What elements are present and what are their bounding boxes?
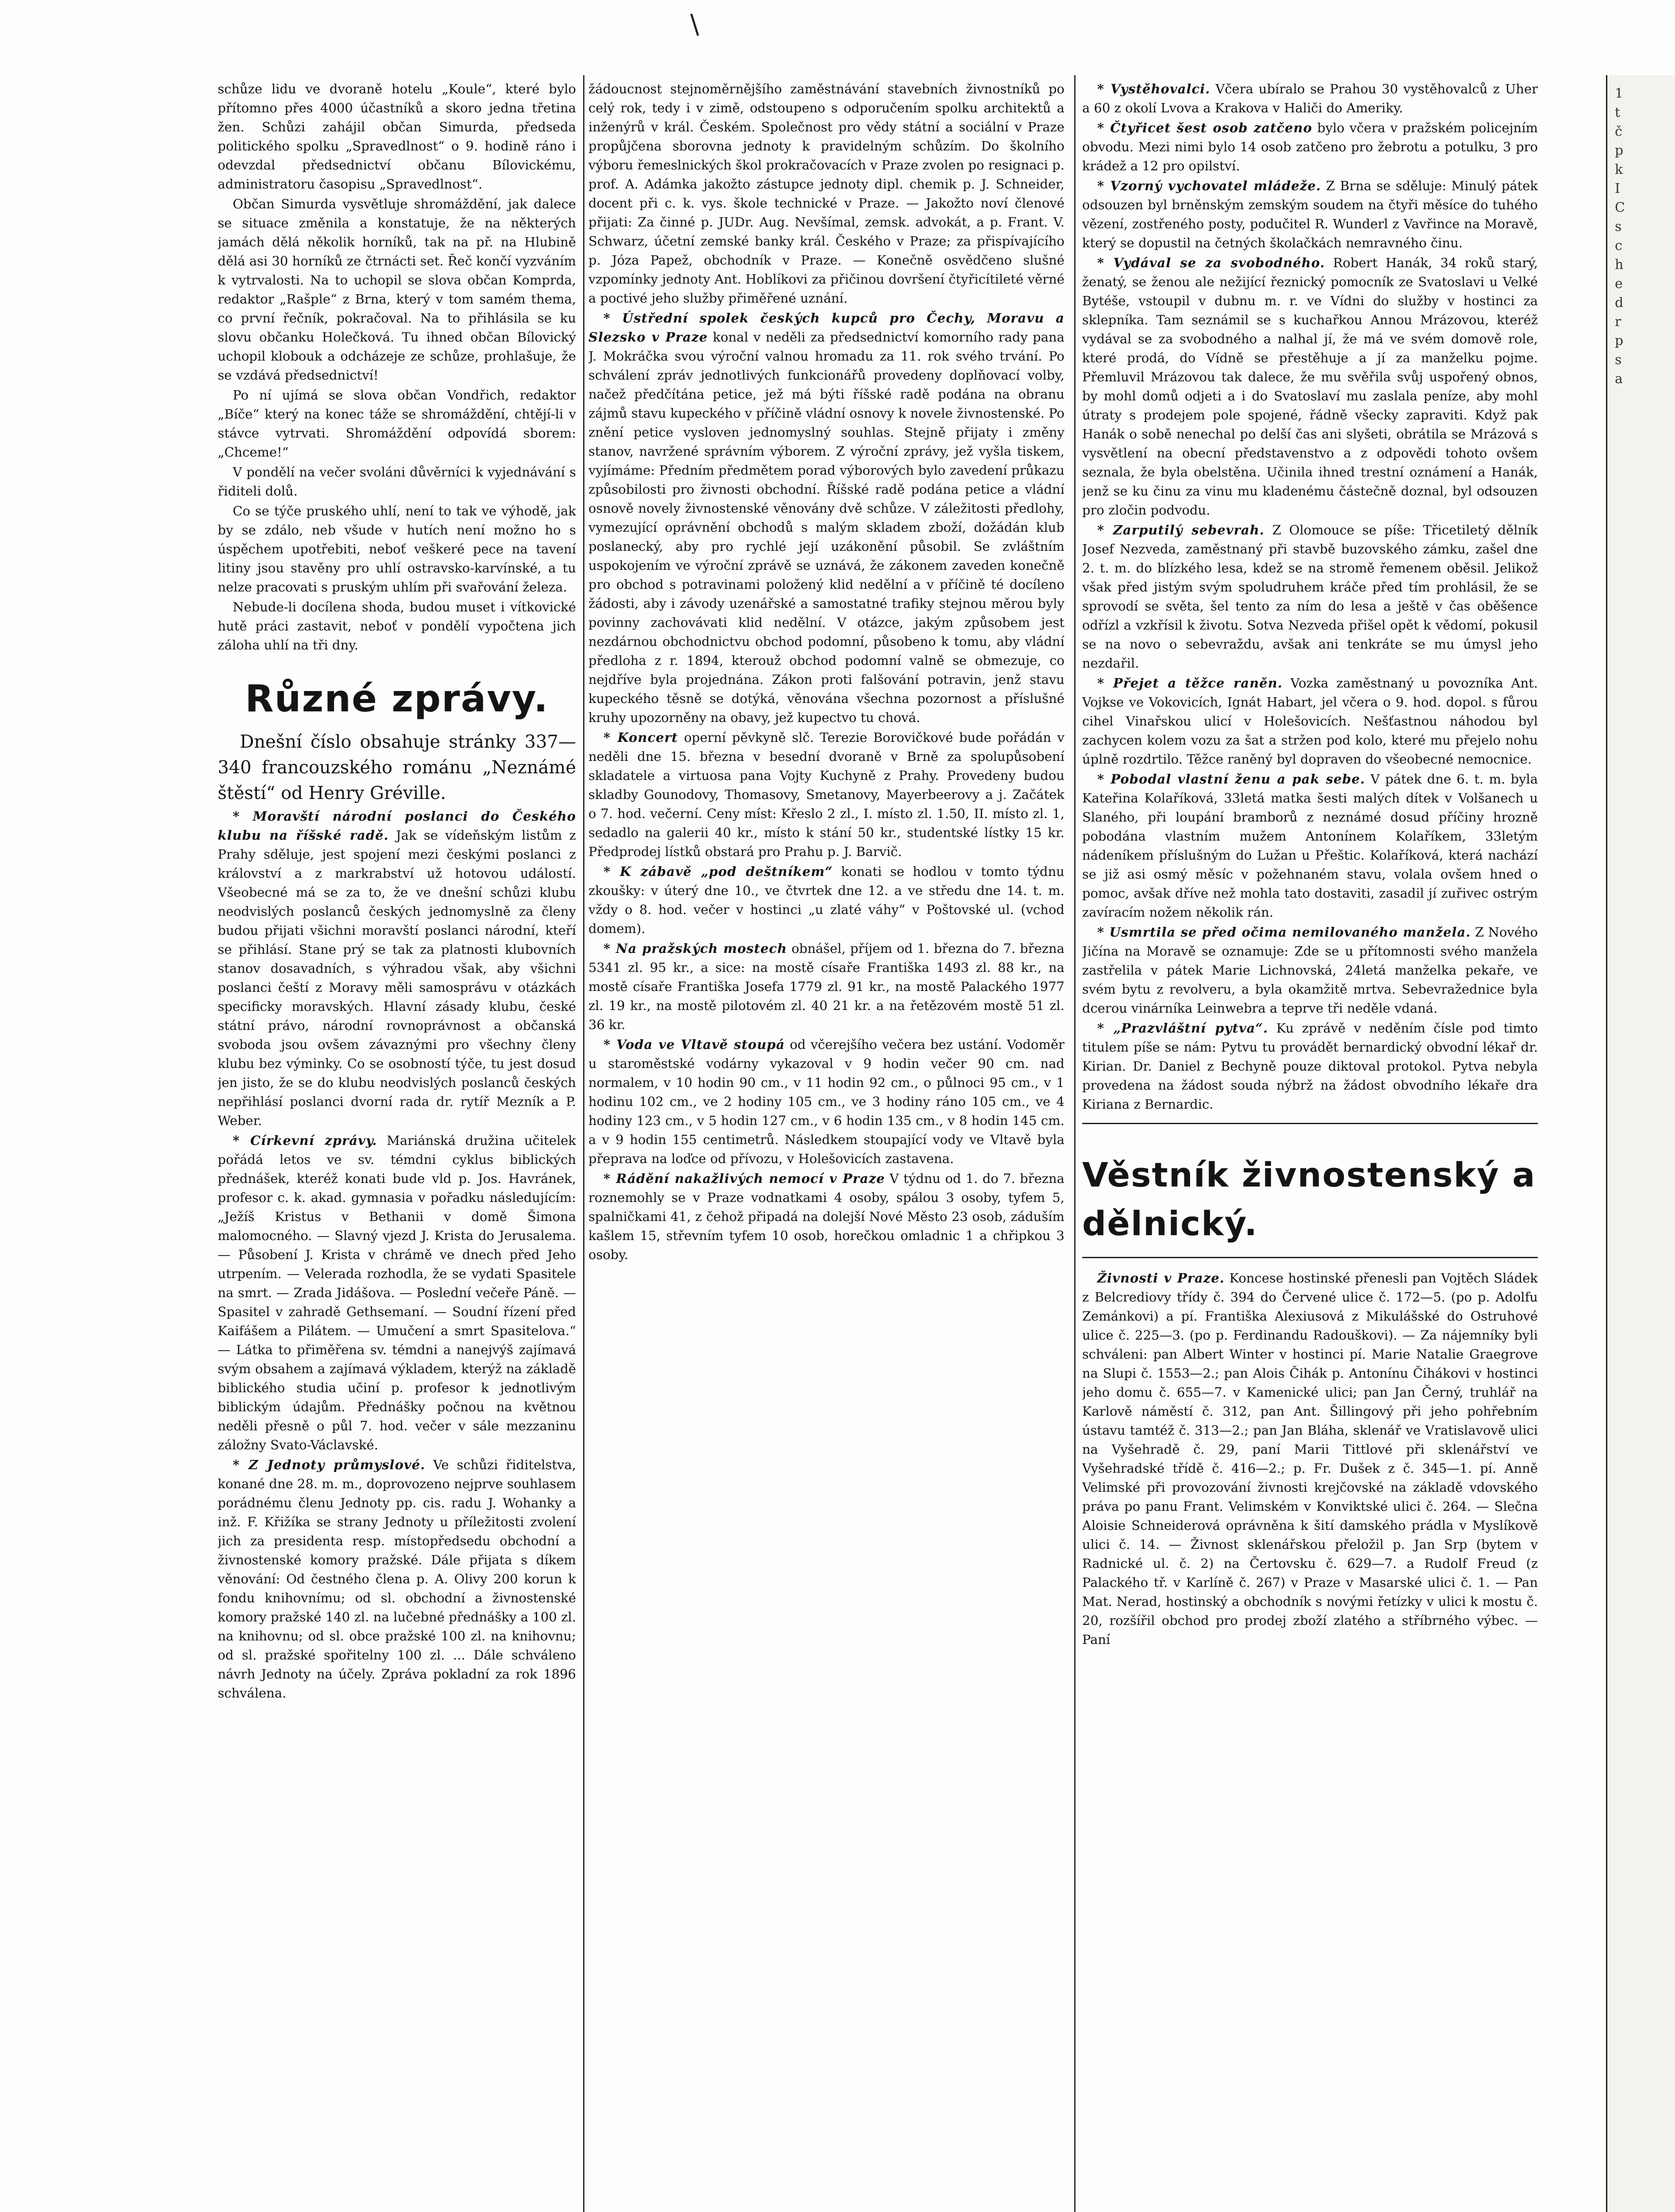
edge-fragment: p: [1615, 143, 1624, 158]
news-item-body: Mariánská družina učitelek pořádá letos ve sv. témdni cyklus biblických přednášek, kteréž konati bude vld p. Jos. Havránek, profesor c. k. akad. gymnasia v pořadku následujícím: „Ježíš Kristus v Bethanii v domě Šimona malomocného. — Slavný vjezd J. Krista do Jerusalema. — Působení J. Krista v chrámě ve dnech před Jeho utrpením. — Velerada rozhodla, že se vydati Spasitele na smrt. — Zrada Jidášova. — Poslední večeře Páně. — Spasitel v zahradě Gethsemaní. — Soudní řízení před Kaifášem a Pilátem. — Umučení a smrt Spasitelova.“ — Látka to přiměřena sv. témdni a nanejvýš zajímavá svým obsahem a zajímavá výkladem, kterýž na základě biblického studia učiní p. profesor k jednotlivým biblickým údajům. Přednášky počnou na květnou neděli přesně o půl 7. hod. večer v sále mezzaninu záložny Svato-Václavské.: [218, 1133, 576, 1452]
news-item-body: V pátek dne 6. t. m. byla Kateřina Kolaříková, 33letá matka šesti malých dítek v Volšanech u Slaného, při loupání bramborů z neznámé dosud příčiny hrozně pobodána vlastním mužem Antonínem Kolaříkem, 33letým nádeníkem příslušným do Lužan u Přeštic. Kolaříková, která nachází se již asi osmý měsíc v požehnaném stavu, volala ovšem hned o pomoc, avšak dříve než mohla tato dostaviti, zasadil jí zuřivec ostrým zavíracím nožem několik rán.: [1082, 772, 1538, 920]
column-1: [218, 80, 576, 2212]
scan-tick-mark: \: [690, 9, 699, 40]
section-divider: [1082, 1123, 1538, 1124]
news-item-heading: * Přejet a těžce raněn.: [1097, 676, 1283, 691]
news-item-body: Z Nového Jičína na Moravě se oznamuje: Zde se u přítomnosti svého manžela zastřelila v pátek Marie Lichnovská, 24letá manželka pekaře, ve svém bytu z revolveru, a byla okamžitě mrtva. Sebevražednice byla dcerou vinárníka Leinwebra a teprve tři neděle vdaná.: [1082, 925, 1538, 1016]
news-item: [218, 1455, 576, 1703]
column-3: [1082, 80, 1538, 2212]
news-item-heading: * Vydával se za svobodného.: [1097, 255, 1325, 270]
column-1-paragraph: V pondělí na večer svoláni důvěrníci k vyjednávání s řiditeli dolů.: [218, 465, 576, 499]
news-item: [1082, 770, 1538, 922]
news-item-body: V týdnu od 1. do 7. března roznemohly se v Praze vodnatkami 4 osoby, spálou 3 osoby, tyfem 5, spalničkami 41, z čehož připadá na dolejší Nové Město 23 osob, záduším kašlem 15, střevním tyfem 10 osob, horečkou omladnic 1 a chřipkou 3 osoby.: [588, 1171, 1064, 1262]
news-item-heading: * „Prazvláštní pytva“.: [1097, 1021, 1268, 1036]
news-item: [218, 1131, 576, 1455]
edge-fragment: k: [1615, 162, 1623, 177]
news-item-heading: * Moravští národní poslanci do Českého klubu na říšské radě.: [218, 809, 576, 843]
edge-fragment: č: [1615, 124, 1622, 139]
adjacent-page-edge: [1606, 75, 1675, 2212]
trade-item-body: Koncese hostinské přenesli pan Vojtěch Sládek z Belcrediovy třídy č. 394 do Červené ulice č. 172—5. (po p. Adolfu Zemánkovi) a pí. Františka Alexiusová z Mikulášské do Ostruhové ulice č. 225—3. (po p. Ferdinandu Radouškovi). — Za nájemníky byli schváleni: pan Albert Winter v hostinci pí. Marie Natalie Graegrove na Slupi č. 1553—2.; pan Alois Čihák p. Antonínu Čihákovi v hostinci jeho domu č. 655—7. v Kamenické ulici; pan Jan Černý, truhlář na Karlově náměstí č. 312, pan Ant. Šillingový při jeho pohřebním ústavu tamtéž č. 313—2.; pan Jan Bláha, sklenář ve Vratislavově ulici na Vyšehradě č. 29, paní Marii Tittlové při sklenářství ve Vyšehradské třídě č. 416—2.; p. Fr. Dušek z č. 345—1. pí. Anně Velimské při provozování živnosti krejčovské na základě vdovského práva po panu Frant. Velimském v Konviktské ulici č. 264. — Slečna Aloisie Schneiderová oprávněna k šití damského prádla v Myslíkově ulici č. 14. — Živnost sklenářskou přeložil p. Jan Srp (bytem v Radnické ul. č. 2) na Čertovsku č. 629—7. a Rudolf Freud (z Palackého tř. v Karlíně č. 267) v Praze v Masarské ulici č. 1. — Pan Mat. Nerad, hostinský a obchodník s novými řetízky v ulici k mostu č. 20, rozšířil obchod pro prodej zboží zlatého a stříbrného výbec. — Paní: [1082, 1271, 1538, 1647]
news-item: [1082, 80, 1538, 118]
news-item-heading: * Voda ve Vltavě stoupá: [603, 1037, 785, 1052]
issue-intro: Dnešní číslo obsahuje stránky 337—340 francouzského románu „Neznámé štěstí“ od Henry Gréville.: [218, 732, 576, 803]
news-item-heading: * Čtyřicet šest osob zatčeno: [1097, 120, 1312, 135]
column-2: [588, 80, 1064, 2212]
edge-fragment: t: [1615, 105, 1621, 120]
news-item-body: žádoucnost stejnoměrnějšího zaměstnávání stavebních živnostníků po celý rok, tedy i v zimě, odstoupeno s odporučením spolku architektů a inženýrů v král. Českém. Společnost pro vědy státní a sociální v Praze propůjčena sborovna jednoty k pravidelným schůzím. Do školního výboru řemeslnických škol prokračovacích v Praze zvolen po resignaci p. prof. A. Adámka jakožto zástupce jednoty dipl. chemik p. J. Schneider, docent při c. k. vys. škole technické v Praze. — Jakožto noví členové přijati: Za činné p. JUDr. Aug. Nevšímal, zemsk. advokát, a p. Frant. V. Schwarz, účetní zemské banky král. Českého v Praze; za přispívajícího p. Józa Papež, obchodník v Praze. — Konečně osvědčeno slušné vzpomínky jednoty Ant. Hoblíkovi za přičinou dovršení čtyřicítileté věrné a poctivé jeho služby přiměřené uznání.: [588, 81, 1064, 306]
news-item-body: konal v neděli za předsednictví komorního rady pana J. Mokráčka svou výroční valnou hromadu za 11. rok svého trvání. Po schválení zpráv jednotlivých funkcionářů provedeny doplňovací volby, načež předčítána petice, jež má býti říšské radě podána na obranu zájmů stavu kupeckého v příčině vládní osnovy k novele živnostenské. Po znění petice vysloven jednomyslný souhlas. Stejně přijaty i změny stanov, navržené správním výborem. Z výroční zprávy, jež vyšla tiskem, vyjímáme: Předním předmětem porad výborových bylo zavedení průkazu způsobilosti pro živnosti obchodní. Říšské radě podána petice a vládní osnově novely živnostenské věnovány dvě schůze. V záležitosti předlohy, vymezující oprávnění obchodů s malým skladem zboží, dožádán klub poslanecký, aby pro rychlé její uzákonění působil. Se zvláštním uspokojením ve výroční zprávě se uznává, že zákonem zaveden konečně pro obchod s potravinami položený klid nedělní a v příčině té docíleno žádosti, aby i závody uzenářské a samostatné trafiky stejnou měrou byly povinny zachovávati klid nedělní. V otázce, jakým způsobem jest nezdárnou obchodnictvu obchod podomní, působeno k tomu, aby vládní předloha z r. 1894, kterouž obchod podomní valně se obmezuje, co nejdříve byla projednána. Zákon proti falšování potravin, jenž stavu kupeckého těsně se dotýká, věnována všechna pozornost a příslušné kruhy upozorněny na obavy, jež kupectvo tu chová.: [588, 330, 1064, 725]
news-item: [588, 80, 1064, 308]
news-item: [588, 939, 1064, 1034]
news-item-body: bylo včera v pražském policejním obvodu. Mezi nimi bylo 14 osob zatčeno pro žebrotu a potulku, 3 pro krádež a 12 pro opilství.: [1082, 120, 1538, 173]
news-item-body: obnášel, příjem od 1. března do 7. března 5341 zl. 95 kr., a sice: na mostě císaře Františka 1493 zl. 88 kr., na mostě císaře Františka Josefa 1779 zl. 91 kr., na mostě Palackého 1977 zl. 19 kr., na mostě pilotovém zl. 40 21 kr. a na řetězovém mostě 51 zl. 36 kr.: [588, 941, 1064, 1032]
edge-fragment: a: [1615, 371, 1623, 387]
edge-fragment: d: [1615, 295, 1624, 311]
news-item: [588, 1035, 1064, 1168]
news-item-heading: * Pobodal vlastní ženu a pak sebe.: [1097, 772, 1365, 787]
news-item-heading: * Koncert: [603, 730, 678, 745]
news-item-heading: * Církevní zprávy.: [233, 1133, 377, 1148]
edge-fragment: I: [1615, 181, 1620, 196]
news-item: [588, 309, 1064, 727]
news-item: [218, 807, 576, 1130]
news-item-body: Robert Hanák, 34 roků starý, ženatý, se ženou ale nežijící řeznický pomocník ze Svatoslavi u Velké Bytéše, vstoupil v dubnu m. r. ve Vídni do služby v hostinci za sklepníka. Tam seznámil se s kuchařkou Annou Mrázovou, kteréž vydával se za svobodného a nalhal jí, že má ve svém domově role, které prodá, do Vídně se přestěhuje a jí za manželku pojme. Přemluvil Mrázovou tak dalece, že mu svěřila svůj uspořený obnos, by mohl domů odjeti a i do Svatoslaví mu zaslala peníze, aby mohl útraty s prodejem pole spojené, řádně všecky zapraviti. Když pak Hanák o sobě nenechal po delší čas ani slyšeti, obrátila se Mrázová s vysvětlení na obecní představenstvo a z odpovědi tohoto ovšem seznala, že byla obelstěna. Učinila ihned trestní oznámení a Hanák, jenž se ku činu za vinu mu kladenému částečně doznal, byl odsouzen pro zločin podvodu.: [1082, 255, 1538, 518]
news-item-heading: * Ústřední spolek českých kupců pro Čechy, Moravu a Slezsko v Praze: [588, 311, 1064, 345]
column-rule-right: [1074, 75, 1076, 2212]
news-item-body: operní pěvkyně slč. Terezie Borovičkové bude pořádán v neděli dne 15. března v besední dvoraně v Brně za spolupůsobení skladatele a virtuosa pana Vojty Kuchyně z Prahy. Provedeny budou skladby Gounodovy, Thomasovy, Smetanovy, Mayerbeerovy a j. Začátek o 7. hod. večerní. Ceny míst: Křeslo 2 zl., I. místo zl. 1.50, II. místo zl. 1, sedadlo na galerii 40 kr., místo k stání 50 kr., studentské lístky 15 kr. Předprodej lístků obstará pro Prahu p. J. Barvič.: [588, 730, 1064, 859]
news-item: [1082, 1019, 1538, 1114]
edge-fragment: c: [1615, 238, 1622, 253]
news-item-heading: * K zábavě „pod deštníkem“: [603, 864, 833, 879]
news-item-heading: * Zarputilý sebevrah.: [1097, 522, 1264, 538]
column-1-paragraph: schůze lidu ve dvoraně hotelu „Koule“, které bylo přítomno přes 4000 účastníků a skoro jedna třetina žen. Schůzi zahájil občan Simurda, předseda politického spolku „Spravedlnost“ o 9. hodině ráno i odevzdal předsednictví občanu Bílovickému, administratoru časopisu „Spravedlnost“.: [218, 81, 576, 192]
news-item: [588, 1169, 1064, 1264]
section-title-ruzne-zpravy: Různé zprávy.: [245, 677, 549, 720]
news-item-body: Jak se vídeňským listům z Prahy sděluje, jest spojení mezi českými poslanci z království a z markrabství už hotovou událostí. Všeobecné má se za to, že ve dnešní schůzi klubu neodvislých poslanců českých jednomyslně za členy budou přijati všichni moravští poslanci národní, kteří se přihlásí. Stane prý se tak za platnosti klubovních stanov dosavadních, s výhradou však, aby všichni poslanci čeští z Moravy měli samosprávu v otázkách specificky moravských. Hlavní zásady klubu, české státní právo, národní rovnoprávnost a občanská svoboda jsou ovšem závaznými pro všechny členy klubu bez výminky. Co se osobností týče, tu jest dosud jen jisto, že se do klubu neodvislých poslanců českých nepřihlásí poslanci dvorní rada dr. rytíř Mezník a P. Weber.: [218, 828, 576, 1128]
adjacent-page-fragments: [1615, 84, 1668, 388]
edge-fragment: C: [1615, 200, 1625, 215]
news-item: [1082, 253, 1538, 520]
trade-item-heading: Živnosti v Praze.: [1097, 1271, 1225, 1286]
section-divider: [1082, 1257, 1538, 1258]
edge-fragment: r: [1615, 314, 1621, 330]
news-item-heading: * Rádění nakažlivých nemocí v Praze: [603, 1171, 885, 1186]
news-item-body: Vozka zaměstnaný u povozníka Ant. Vojkse ve Vokovicích, Ignát Habart, jel včera o 9. hod. dopol. s fůrou cihel Vinařskou ulicí v Holešovicích. Nešťastnou náhodou byl zachycen kolem vozu za šat a stržen pod kolo, které mu přejelo nohu úplně rozdrtilo. Těžce raněný byl dopraven do všeobecné nemocnice.: [1082, 676, 1538, 767]
news-item-body: Ku zprávě v neděním čísle pod timto titulem píše se nám: Pytvu tu provádět bernardický obvodní lékař dr. Kirian. Dr. Daniel z Bechyně pouze diktoval protokol. Pytva nebyla provedena na žádost souda nýbrž na žádost obvodního lékaře dra Kiriana z Bernardic.: [1082, 1021, 1538, 1112]
column-1-paragraph: Občan Simurda vysvětluje shromáždění, jak dalece se situace změnila a konstatuje, že na některých jamách dělá několik horníků, tak na př. na Hlubině dělá asi 30 horníků ze čtrnácti set. Řeč končí vyzváním k vytrvalosti. Na to uchopil se slova občan Komprda, redaktor „Rašple“ z Brna, který v tom samém thema, co první řečník, pokračoval. Na to přihlásila se ku slovu občanku Holečková. Tu ihned občan Bílovický uchopil klobouk a odcházeje ze schůze, prohlašuje, že se vzdává předsednictví!: [218, 196, 576, 383]
news-item-body: Včera ubíralo se Prahou 30 vystěhovalců z Uher a 60 z okolí Lvova a Krakova v Haliči do Ameriky.: [1082, 81, 1538, 115]
news-item-heading: * Usmrtila se před očima nemilovaného manžela.: [1097, 925, 1471, 940]
news-item-heading: * Vystěhovalci.: [1097, 81, 1210, 96]
news-item: [588, 728, 1064, 861]
news-item-heading: * Z Jednoty průmyslové.: [233, 1457, 426, 1472]
news-item: [1082, 521, 1538, 673]
column-rule-left: [583, 75, 584, 2212]
news-item-body: Ve schůzi řiditelstva, konané dne 28. m. m., doprovozeno nejprve souhlasem porádnému členu Jednoty pp. cis. radu J. Wohanky a inž. F. Křižíka se strany Jednoty u příležitosti zvolení jich za presidenta resp. místopředsedu obchodní a živnostenské komory pražské. Dále přijata s díkem věnování: Od čestného člena p. A. Olivy 200 korun k fondu knihovnímu; od sl. obchodní a živnostenské komory pražské 140 zl. na lučebné přednášky a 100 zl. na knihovnu; od sl. obce pražské 100 zl. na knihovnu; od sl. pražské spořitelny 100 zl. ... Dále schváleno návrh Jednoty na účely. Zpráva pokladní za rok 1896 schválena.: [218, 1457, 576, 1701]
trade-item: [1082, 1269, 1538, 1649]
news-item: [1082, 119, 1538, 176]
edge-fragment: s: [1615, 219, 1622, 234]
edge-fragment: e: [1615, 276, 1623, 292]
news-item-body: od včerejšího večera bez ustání. Vodoměr u staroměstské vodárny vykazoval v 9 hodin večer 90 cm. nad normalem, v 10 hodin 90 cm., v 11 hodin 92 cm., o půlnoci 95 cm., v 1 hodinu 102 cm., ve 2 hodiny 105 cm., ve 3 hodiny ráno 105 cm., ve 4 hodiny 123 cm., v 5 hodin 127 cm., v 6 hodin 135 cm., v 8 hodin 145 cm. a v 9 hodin 155 centimetrů. Následkem stoupající vody ve Vltavě byla přeprava na loďce od přívozu, v Holešovicích zastavena.: [588, 1037, 1064, 1166]
edge-fragment: h: [1615, 257, 1624, 273]
section-title-vestnik: Věstník živnostenský a dělnický.: [1082, 1155, 1536, 1243]
column-1-paragraph: Nebude-li docílena shoda, budou muset i vítkovické hutě práci zastavit, neboť v pondělí vypočtena jich záloha uhlí na tři dny.: [218, 599, 576, 653]
news-item: [588, 862, 1064, 938]
column-1-paragraph: Po ní ujímá se slova občan Vondřich, redaktor „Bíče“ který na konec táže se shromáždění, chtějí-li v stávce vytrvati. Shromáždění odpovídá sborem: „Chceme!“: [218, 388, 576, 460]
news-item-heading: * Na pražských mostech: [603, 941, 787, 956]
news-item: [1082, 674, 1538, 769]
news-item-body: konati se hodlou v tomto týdnu zkoušky: v úterý dne 10., ve čtvrtek dne 12. a ve středu dne 14. t. m. vždy o 8. hod. večer v hostinci „u zlaté váhy“ v Poštovské ul. (vchod domem).: [588, 864, 1064, 936]
news-item: [1082, 177, 1538, 253]
news-item-body: Z Brna se sděluje: Minulý pátek odsouzen byl brněnským zemským soudem na čtyři měsíce do tuhého vězení, zostřeného posty, podučitel R. Wunderl z Vavřince na Moravě, který se dopustil na četných školačkách nemravného činu.: [1082, 178, 1538, 250]
edge-fragment: s: [1615, 352, 1622, 368]
news-item-heading: * Vzorný vychovatel mládeže.: [1097, 178, 1321, 193]
column-1-paragraph: Co se týče pruského uhlí, není to tak ve výhodě, jak by se zdálo, neb všude v hutích není možno ho s úspěchem upotřebiti, neboť veškeré pece na tavení litiny jsou stavěny pro uhlí ostravsko-karvínské, a tu nelze pracovati s pruským uhlím při svařování železa.: [218, 503, 576, 595]
edge-fragment: p: [1615, 333, 1624, 349]
news-item-body: Z Olomouce se píše: Třicetiletý dělník Josef Nezveda, zaměstnaný při stavbě buzovského zámku, zašel dne 2. t. m. do blízkého lesa, kdež se na stromě řemenem oběsil. Jelikož však před jistým svým spoludruhem kráče před tím prohlásil, že se sprovodí se světa, šel tento za ním do lesa a ještě v čas oběšence odřízl a vzkřísil k životu. Sotva Nezveda přišel opět k vědomí, pokusil se na novo o sebevraždu, avšak ani tenkráte se mu úmysl jeho nezdařil.: [1082, 522, 1538, 671]
edge-fragment: 1: [1615, 86, 1624, 101]
news-item: [1082, 923, 1538, 1018]
